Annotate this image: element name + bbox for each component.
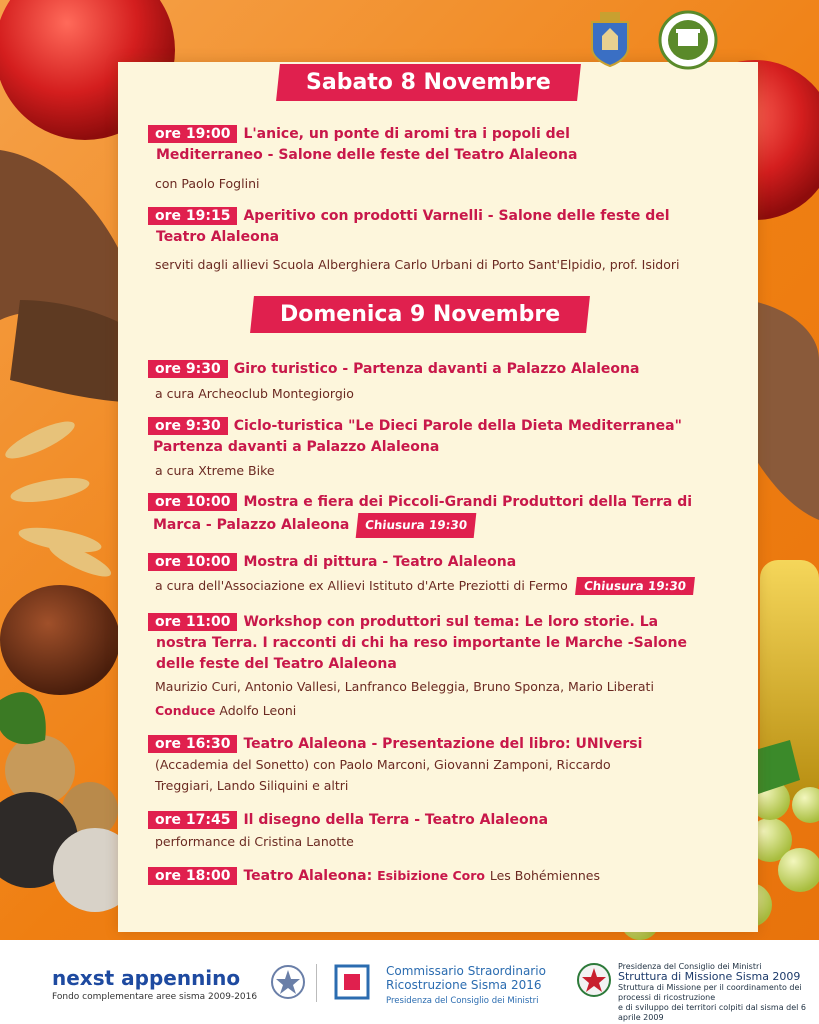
ricostruzione-logo-icon bbox=[332, 962, 372, 1002]
presidenza-line4: e di sviluppo dei territori colpiti dal sisma del 6 aprile 2009 bbox=[618, 1003, 807, 1022]
event-title: Teatro Alaleona: bbox=[243, 868, 373, 884]
event-title-cont: nostra Terra. I racconti di chi ha reso importante le Marche -Salone bbox=[156, 635, 688, 651]
event-sun-1 bbox=[148, 359, 639, 380]
event-sub: Maurizio Curi, Antonio Vallesi, Lanfranco Beleggia, Bruno Sponza, Mario Liberati bbox=[155, 679, 654, 694]
event-sun-2 bbox=[148, 416, 682, 458]
commissario-block bbox=[386, 964, 546, 1008]
event-time: ore 18:00 bbox=[148, 867, 237, 885]
event-title: Workshop con produttori sul tema: Le loro storie. La bbox=[243, 614, 659, 630]
event-title-cont: delle feste del Teatro Alaleona bbox=[156, 656, 397, 672]
event-title-cont: Mediterraneo - Salone delle feste del Teatro Alaleona bbox=[156, 147, 578, 163]
event-sun-8 bbox=[148, 865, 600, 887]
event-title: Il disegno della Terra - Teatro Alaleona bbox=[243, 812, 549, 828]
presidenza-line3: Struttura di Missione per il coordinamento dei processi di ricostruzione bbox=[618, 983, 802, 1002]
event-sun-4 bbox=[148, 552, 516, 573]
footer-divider bbox=[316, 964, 317, 1002]
event-sat-1 bbox=[148, 124, 577, 166]
event-time: ore 10:00 bbox=[148, 493, 237, 511]
closing-badge: Chiusura 19:30 bbox=[575, 577, 695, 595]
presidenza-emblem-icon bbox=[576, 960, 612, 1000]
presidenza-line2: Struttura di Missione Sisma 2009 bbox=[618, 970, 801, 983]
event-sub: (Accademia del Sonetto) con Paolo Marconi, Giovanni Zamponi, Riccardo bbox=[155, 757, 611, 772]
event-sub-row bbox=[155, 577, 694, 595]
event-time: ore 19:00 bbox=[148, 125, 237, 143]
municipal-crest-icon bbox=[588, 10, 632, 70]
event-time: ore 10:00 bbox=[148, 553, 237, 571]
event-title: Mostra e fiera dei Piccoli-Grandi Produttori della Terra di bbox=[243, 494, 693, 510]
commissario-line2: Ricostruzione Sisma 2016 bbox=[386, 978, 542, 992]
event-title: Mostra di pittura - Teatro Alaleona bbox=[243, 554, 517, 570]
event-sub-row bbox=[155, 703, 296, 718]
event-time: ore 9:30 bbox=[148, 417, 228, 435]
saturday-heading: Sabato 8 Novembre bbox=[276, 64, 581, 101]
commissario-line3: Presidenza del Consiglio dei Ministri bbox=[386, 996, 539, 1006]
event-title-bold: Esibizione Coro bbox=[377, 868, 485, 883]
event-sub: a cura Xtreme Bike bbox=[155, 463, 275, 478]
event-title: L'anice, un ponte di aromi tra i popoli del bbox=[243, 126, 570, 142]
event-time: ore 16:30 bbox=[148, 735, 237, 753]
event-time: ore 17:45 bbox=[148, 811, 237, 829]
event-sub: performance di Cristina Lanotte bbox=[155, 834, 354, 849]
event-title-cont: Partenza davanti a Palazzo Alaleona bbox=[153, 439, 440, 455]
italian-republic-emblem-icon bbox=[270, 962, 306, 1002]
event-time: ore 19:15 bbox=[148, 207, 237, 225]
event-sun-7 bbox=[148, 810, 548, 831]
event-title: Giro turistico - Partenza davanti a Palazzo Alaleona bbox=[233, 361, 640, 377]
closing-badge: Chiusura 19:30 bbox=[356, 513, 477, 538]
presidenza-block bbox=[618, 962, 819, 1023]
event-sub: Adolfo Leoni bbox=[219, 703, 297, 718]
event-sub: serviti dagli allievi Scuola Alberghiera Carlo Urbani di Porto Sant'Elpidio, prof. Isidori bbox=[155, 257, 680, 272]
event-sun-5 bbox=[148, 612, 687, 675]
presidenza-line1: Presidenza del Consiglio dei Ministri bbox=[618, 962, 762, 971]
sunday-heading: Domenica 9 Novembre bbox=[250, 296, 590, 333]
event-sub: a cura dell'Associazione ex Allievi Istituto d'Arte Preziotti di Fermo bbox=[155, 578, 568, 593]
conduce-label: Conduce bbox=[155, 703, 216, 718]
event-title-cont: Teatro Alaleona bbox=[156, 229, 280, 245]
event-title-rest: Les Bohémiennes bbox=[489, 868, 600, 883]
wheat-icon bbox=[1, 415, 114, 583]
event-title: Ciclo-turistica "Le Dieci Parole della Dieta Mediterranea" bbox=[233, 418, 682, 434]
event-sat-2 bbox=[148, 206, 670, 248]
event-title: Aperitivo con prodotti Varnelli - Salone delle feste del bbox=[243, 208, 670, 224]
commissario-line1: Commissario Straordinario bbox=[386, 964, 546, 978]
next-appennino-sub: Fondo complementare aree sisma 2009-2016 bbox=[52, 992, 258, 1002]
chestnut-icon bbox=[0, 585, 120, 695]
event-time: ore 9:30 bbox=[148, 360, 228, 378]
event-title-cont: Marca - Palazzo Alaleona bbox=[153, 517, 350, 533]
event-sub: Treggiari, Lando Siliquini e altri bbox=[155, 778, 349, 793]
next-appennino-logo: nexst appennino bbox=[52, 966, 241, 990]
event-sun-6 bbox=[148, 734, 642, 755]
event-sub: con Paolo Foglini bbox=[155, 176, 260, 191]
event-sub: a cura Archeoclub Montegiorgio bbox=[155, 386, 354, 401]
event-title: Teatro Alaleona - Presentazione del libro: UNIversi bbox=[243, 736, 643, 752]
event-sun-3 bbox=[148, 492, 692, 538]
dieta-mediterranea-logo-icon bbox=[658, 10, 718, 70]
event-time: ore 11:00 bbox=[148, 613, 237, 631]
